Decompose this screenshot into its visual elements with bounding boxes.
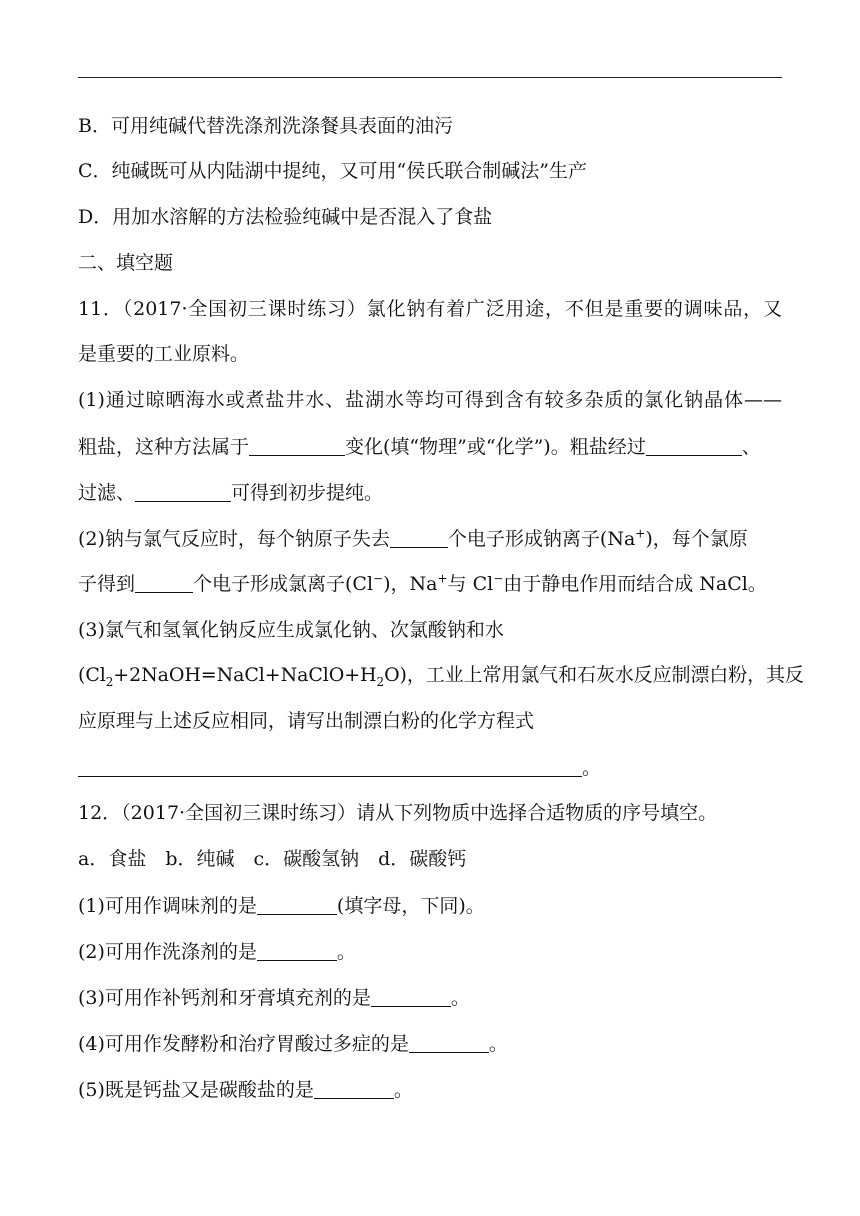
section-heading: 二、填空题 — [78, 252, 174, 274]
q11-part2-text-f: )，Na — [383, 573, 438, 595]
answer-blank[interactable] — [135, 574, 193, 593]
q12-sub1-text: (1)可用作调味剂的是 — [78, 895, 257, 917]
q11-part1-text-b: 变化(填“物理”或“化学”)。粗盐经过 — [345, 436, 646, 458]
answer-blank[interactable] — [78, 758, 582, 777]
answer-blank[interactable] — [371, 988, 451, 1007]
answer-blank[interactable] — [249, 437, 345, 456]
q12-sub2 — [78, 942, 356, 962]
q11-part2-text-e: 个电子形成氯离子(Cl — [193, 573, 374, 595]
superscript: − — [373, 571, 384, 586]
q11-part3-line1: (3)氯气和氢氧化钠反应生成氯化钠、次氯酸钠和水 — [78, 619, 504, 641]
q11-part2-line2 — [78, 571, 767, 595]
answer-blank[interactable] — [257, 896, 337, 915]
q11-part1-text-a: 粗盐，这种方法属于 — [78, 436, 250, 458]
superscript: − — [493, 571, 504, 586]
q12-sub5-text: (5)既是钙盐又是碳酸盐的是 — [78, 1079, 314, 1101]
q11-part2-text-a: (2)钠与氯气反应时，每个钠原子失去 — [78, 528, 390, 550]
q11-part2-text-d: 子得到 — [78, 573, 136, 595]
q11-stem-line2: 是重要的工业原料。 — [78, 343, 250, 365]
q11-part3-text-c: O)，工业上常用氯气和石灰水反应制漂白粉，其反 — [384, 664, 804, 686]
option-c: C．纯碱既可从内陆湖中提纯，又可用“侯氏联合制碱法”生产 — [78, 160, 587, 182]
q12-choices: a．食盐 b．纯碱 c．碳酸氢钠 d．碳酸钙 — [78, 848, 467, 870]
q11-part1-text-e: 可得到初步提纯。 — [231, 482, 384, 504]
q11-part2-text-h: 由于静电作用而结合成 NaCl。 — [503, 573, 767, 595]
option-d: D．用加水溶解的方法检验纯碱中是否混入了食盐 — [78, 206, 493, 228]
q12-sub3 — [78, 988, 470, 1008]
q12-sub2-text: (2)可用作洗涤剂的是 — [78, 941, 257, 963]
answer-blank[interactable] — [257, 942, 337, 961]
q12-sub4-text: (4)可用作发酵粉和治疗胃酸过多症的是 — [78, 1033, 409, 1055]
answer-blank[interactable] — [646, 437, 742, 456]
q11-part2-text-g: 与 Cl — [447, 573, 494, 595]
q11-part2-text-b: 个电子形成钠离子(Na — [447, 528, 636, 550]
answer-blank[interactable] — [314, 1080, 394, 1099]
q11-stem-line1: 11．（2017·全国初三课时练习）氯化钠有着广泛用途，不但是重要的调味品，又 — [78, 298, 782, 320]
q12-sub5 — [78, 1080, 413, 1100]
superscript: + — [437, 571, 448, 586]
subscript: 2 — [105, 674, 114, 689]
q11-part2-line1 — [78, 526, 748, 550]
q12-stem: 12．（2017·全国初三课时练习）请从下列物质中选择合适物质的序号填空。 — [78, 802, 718, 824]
answer-blank[interactable] — [409, 1034, 489, 1053]
answer-blank[interactable] — [390, 529, 448, 548]
q12-sub4 — [78, 1034, 508, 1054]
answer-blank[interactable] — [135, 483, 231, 502]
q11-part1-text-d: 过滤、 — [78, 482, 136, 504]
q11-part1-text-c: 、 — [741, 436, 761, 458]
q11-part3-line4 — [78, 758, 601, 778]
superscript: + — [635, 526, 646, 541]
q11-part1-line3 — [78, 483, 383, 503]
q12-sub2-end: 。 — [336, 941, 356, 963]
option-b: B．可用纯碱代替洗涤剂洗涤餐具表面的油污 — [78, 115, 453, 137]
q11-part2-text-c: )，每个氯原 — [645, 528, 748, 550]
q12-sub1 — [78, 896, 485, 916]
q11-part3-line2 — [78, 664, 804, 689]
q11-part3-line3: 应原理与上述反应相同，请写出制漂白粉的化学方程式 — [78, 710, 535, 732]
q11-part3-text-b: +2NaOH=NaCl+NaClO+H — [113, 664, 377, 686]
q12-sub3-end: 。 — [450, 987, 470, 1009]
header-rule — [78, 77, 782, 78]
q12-sub3-text: (3)可用作补钙剂和牙膏填充剂的是 — [78, 987, 371, 1009]
subscript: 2 — [376, 674, 385, 689]
q12-sub1-end: (填字母，下同)。 — [336, 895, 485, 917]
q12-sub5-end: 。 — [393, 1079, 413, 1101]
q11-part3-end: 。 — [582, 757, 602, 779]
q11-part3-text-a: (Cl — [78, 664, 106, 686]
q11-part1-line2 — [78, 437, 761, 457]
q11-part1-line1: (1)通过晾晒海水或煮盐井水、盐湖水等均可得到含有较多杂质的氯化钠晶体—— — [78, 389, 782, 411]
q12-sub4-end: 。 — [488, 1033, 508, 1055]
